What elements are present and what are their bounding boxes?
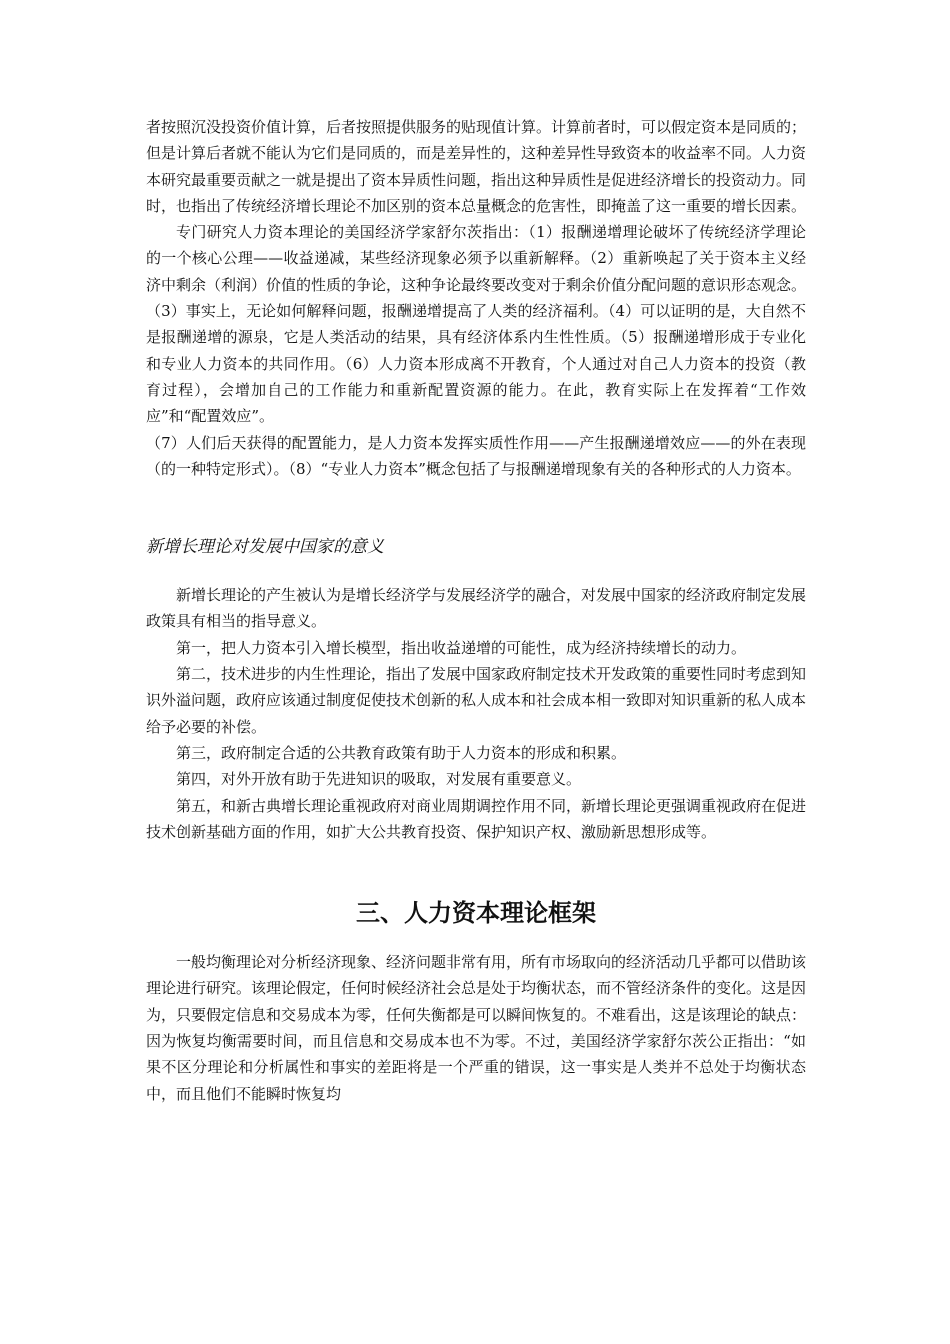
paragraph-schultz-points-continued: （7）人们后天获得的配置能力，是人力资本发挥实质性作用——产生报酬递增效应——的外在表现（的一种特定形式）。（8）“专业人力资本”概念包括了与报酬递增现象有关的各种形式的人力资本。: [146, 433, 806, 478]
section-heading: 新增长理论对发展中国家的意义: [146, 537, 384, 558]
chapter-title: 三、人力资本理论框架: [356, 899, 596, 928]
document-page: [146, 114, 806, 1107]
paragraph-intro-significance: 新增长理论的产生被认为是增长经济学与发展经济学的融合，对发展中国家的经济政府制定发展政策具有相当的指导意义。: [146, 586, 807, 631]
paragraph-point-three: 第三，政府制定合适的公共教育政策有助于人力资本的形成和积累。: [176, 743, 627, 762]
paragraph-point-two: 第二，技术进步的内生性理论，指出了发展中国家政府制定技术开发政策的重要性同时考虑到知识外溢问题，政府应该通过制度促使技术创新的私人成本和社会成本相一致即对知识重新的私人成本给予必要的补偿。: [146, 665, 807, 736]
paragraph-point-five: 第五，和新古典增长理论重视政府对商业周期调控作用不同，新增长理论更强调重视政府在促进技术创新基础方面的作用，如扩大公共教育投资、保护知识产权、激励新思想形成等。: [146, 796, 807, 841]
paragraph-schultz-points: 专门研究人力资本理论的美国经济学家舒尔茨指出：（1）报酬递增理论破坏了传统经济学理论的一个核心公理——收益递减，某些经济现象必须予以重新解释。（2）重新唤起了关于资本主义经济中剩余（利润）价值的性质的争论，这种争论最终要改变对于剩余价值分配问题的意识形态观念。（3）事实上，无论如何解释问题，报酬递增提高了人类的经济福利。（4）可以证明的是，大自然不是报酬递增的源泉，它是人类活动的结果，具有经济体系内生性性质。（5）报酬递增形成于专业化和专业人力资本的共同作用。（6）人力资本形成离不开教育，个人通过对自己人力资本的投资（教育过程），会增加自己的工作能力和重新配置资源的能力。在此，教育实际上在发挥着“工作效应”和“配置效应”。: [146, 223, 807, 426]
paragraph-capital-heterogeneity: 者按照沉没投资价值计算，后者按照提供服务的贴现值计算。计算前者时，可以假定资本是同质的；但是计算后者就不能认为它们是同质的，而是差异性的，这种差异性导致资本的收益率不同。人力资本研究最重要贡献之一就是提出了资本异质性问题，指出这种异质性是促进经济增长的投资动力。同时，也指出了传统经济增长理论不加区别的资本总量概念的危害性，即掩盖了这一重要的增长因素。: [146, 118, 807, 215]
paragraph-point-one: 第一，把人力资本引入增长模型，指出收益递增的可能性，成为经济持续增长的动力。: [176, 638, 747, 657]
paragraph-point-four: 第四，对外开放有助于先进知识的吸取，对发展有重要意义。: [176, 770, 582, 789]
paragraph-general-equilibrium: 一般均衡理论对分析经济现象、经济问题非常有用，所有市场取向的经济活动几乎都可以借助该理论进行研究。该理论假定，任何时候经济社会总是处于均衡状态，而不管经济条件的变化。这是因为，只要假定信息和交易成本为零，任何失衡都是可以瞬间恢复的。不难看出，这是该理论的缺点：因为恢复均衡需要时间，而且信息和交易成本也不为零。不过，美国经济学家舒尔茨公正指出：“如果不区分理论和分析属性和事实的差距将是一个严重的错误，这一事实是人类并不总处于均衡状态中，而且他们不能瞬时恢复均: [146, 953, 807, 1103]
